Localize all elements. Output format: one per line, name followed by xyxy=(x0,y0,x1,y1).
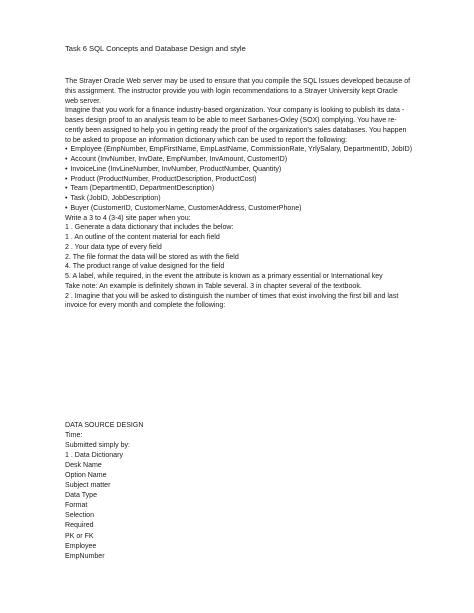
ds-line: Format xyxy=(65,502,88,510)
data-source-design-section xyxy=(65,421,265,562)
body-line: The Strayer Oracle Web server may be used to ensure that you compile the SQL Issues developed because of xyxy=(65,78,411,85)
bullet-item: • Employee (EmpNumber, EmpFirstName, EmpLastName, CommissionRate, YrlySalary, DepartmentID, JobID) xyxy=(65,145,445,155)
ds-line: Desk Name xyxy=(65,462,102,470)
ds-line: Submitted simply by: xyxy=(65,442,131,450)
body-line: 2 . Your data type of every field xyxy=(65,243,162,251)
bullet-item: • Buyer (CustomerID, CustomerName, CustomerAddress, CustomerPhone) xyxy=(65,204,445,214)
section-heading: DATA SOURCE DESIGN xyxy=(65,422,144,429)
ds-line: EmpNumber xyxy=(65,552,105,560)
body-line: 1 . An outline of the content material for each field xyxy=(65,234,220,241)
ds-line: Data Type xyxy=(65,492,97,500)
body-line: 2 . Imagine that you will be asked to distinguish the number of times that exist involving the first bill and last xyxy=(65,292,399,300)
body-line: to be asked to propose an information dictionary which can be used to report the following: xyxy=(65,136,348,144)
bullet-item: • InvoiceLine (InvLineNumber, InvNumber, ProductNumber, Quantity) xyxy=(65,165,445,175)
ds-line: PK or FK xyxy=(65,532,94,540)
body-line: Imagine that you work for a finance industry-based organization. Your company is looking to publish its data - xyxy=(65,107,405,115)
ds-line: Selection xyxy=(65,512,94,520)
body-line: 1 . Generate a data dictionary that includes the below: xyxy=(65,224,234,232)
ds-line: Option Name xyxy=(65,472,107,480)
bullet-item: • Product (ProductNumber, ProductDescription, ProductCost) xyxy=(65,175,445,185)
bullet-item: • Task (JobID, JobDescription) xyxy=(65,194,445,204)
body-line: bases design proof to an analysis team to be able to meet Sarbanes-Oxley (SOX) complying. You have re- xyxy=(65,117,397,124)
ds-line: Time: xyxy=(65,432,83,440)
body-line: invoice for every month and complete the following: xyxy=(65,302,226,310)
body-line: 4. The product range of value designed for the field xyxy=(65,263,225,271)
body-line: 2. The file format the data will be stored as with the field xyxy=(65,253,239,261)
body-line: web server. xyxy=(65,97,102,105)
bullet-item: • Account (InvNumber, InvDate, EmpNumber, InvAmount, CustomerID) xyxy=(65,155,445,165)
ds-line: 1 . Data Dictionary xyxy=(65,452,123,460)
body-line: this assignment. The instructor provide you with login recommendations to a Strayer University kept Oracle xyxy=(65,87,398,95)
body-line: Write a 3 to 4 (3-4) site paper when you: xyxy=(65,214,191,222)
ds-line: Required xyxy=(65,522,94,530)
document-title: Task 6 SQL Concepts and Database Design and style xyxy=(65,44,246,53)
bullet-item: • Team (DepartmentID, DepartmentDescription) xyxy=(65,184,445,194)
ds-line: Employee xyxy=(65,542,97,550)
ds-line: Subject matter xyxy=(65,482,111,490)
body-line: cently been assigned to help you in getting ready the proof of the organization's sales databases. You happen xyxy=(65,126,407,134)
body-line: 5. A label, while required, in the event the attribute is known as a primary essential or International key xyxy=(65,273,383,280)
document-body xyxy=(65,77,445,311)
body-line: Take note: An example is definitely shown in Table several. 3 in chapter several of the textbook. xyxy=(65,282,362,290)
